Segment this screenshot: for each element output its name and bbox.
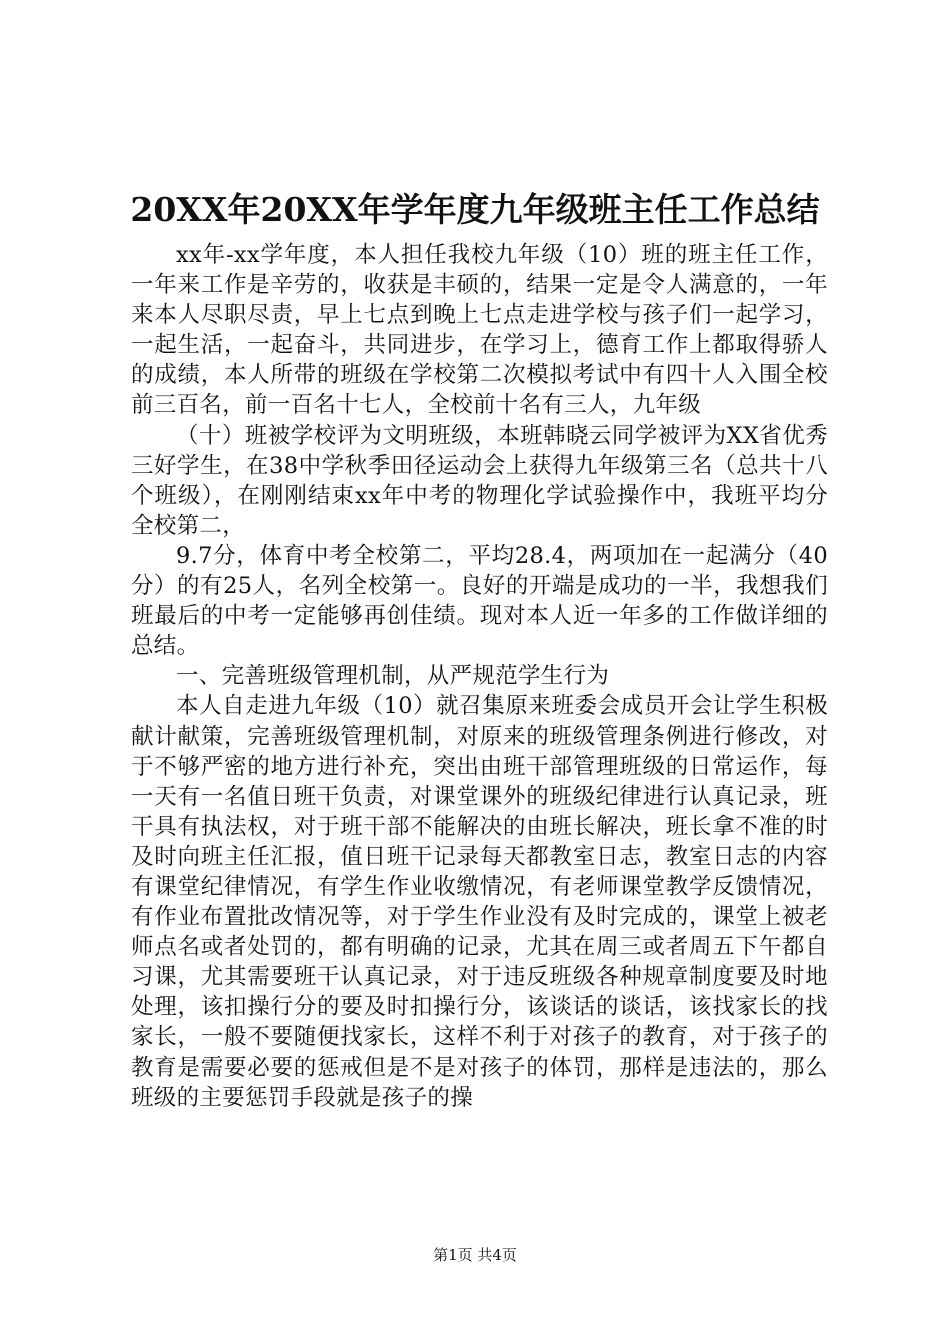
paragraph: 9.7分，体育中考全校第二，平均28.4，两项加在一起满分（40分）的有25人，名列全校第一。良好的开端是成功的一半，我想我们班最后的中考一定能够再创佳绩。现对本人近一年多的工作做详细的总结。 xyxy=(131,542,828,660)
paragraph: xx年-xx学年度，本人担任我校九年级（10）班的班主任工作，一年来工作是辛劳的，收获是丰硕的，结果一定是令人满意的，一年来本人尽职尽责，早上七点到晚上七点走进学校与孩子们一起学习，一起生活，一起奋斗，共同进步，在学习上，德育工作上都取得骄人的成绩，本人所带的班级在学校第二次模拟考试中有四十人入围全校前三百名，前一百名十七人，全校前十名有三人，九年级 xyxy=(131,242,828,419)
page-indicator: 第1页 共4页 xyxy=(433,1246,517,1264)
section-heading: 一、完善班级管理机制，从严规范学生行为 xyxy=(176,663,610,690)
document-title: 20XX年20XX年学年度九年级班主任工作总结 xyxy=(130,190,820,229)
paragraph: （十）班被学校评为文明班级，本班韩晓云同学被评为XX省优秀三好学生，在38中学秋季田径运动会上获得九年级第三名（总共十八个班级），在刚刚结束xx年中考的物理化学试验操作中，我班平均分全校第二， xyxy=(131,422,828,539)
document-body xyxy=(131,240,828,1113)
paragraph: 本人自走进九年级（10）就召集原来班委会成员开会让学生积极献计献策，完善班级管理机制，对原来的班级管理条例进行修改，对于不够严密的地方进行补充，突出由班干部管理班级的日常运作，每一天有一名值日班干负责，对课堂课外的班级纪律进行认真记录，班干具有执法权，对于班干部不能解决的由班长解决，班长拿不准的时及时向班主任汇报，值日班干记录每天都教室日志，教室日志的内容有课堂纪律情况，有学生作业收缴情况，有老师课堂教学反馈情况，有作业布置批改情况等，对于学生作业没有及时完成的，课堂上被老师点名或者处罚的，都有明确的记录，尤其在周三或者周五下午都自习课，尤其需要班干认真记录，对于违反班级各种规章制度要及时地处理，该扣操行分的要及时扣操行分，该谈话的谈话，该找家长的找家长，一般不要随便找家长，这样不利于对孩子的教育，对于孩子的教育是需要必要的惩戒但是不是对孩子的体罚，那样是违法的，那么班级的主要惩罚手段就是孩子的操 xyxy=(131,693,828,1111)
page-footer xyxy=(0,1245,950,1265)
